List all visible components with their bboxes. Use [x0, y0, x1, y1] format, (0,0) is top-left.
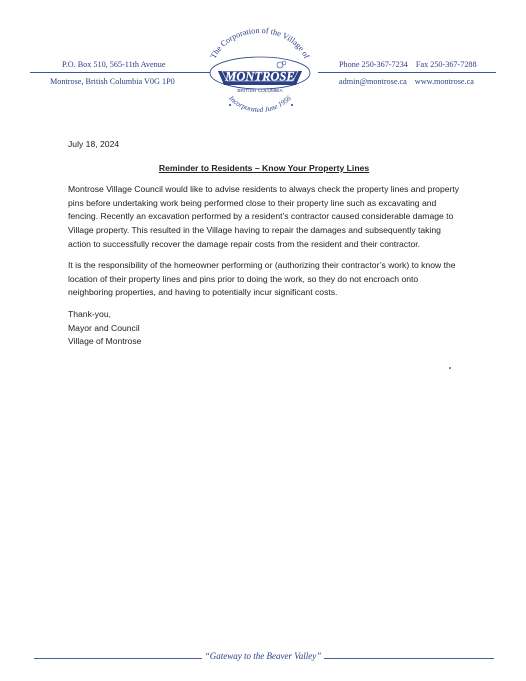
- address-line-2: Montrose, British Columbia V0G 1P0: [50, 77, 175, 87]
- letterhead-address: [50, 60, 208, 87]
- seal-arc-text: The Corporation of the Village of: [208, 27, 312, 61]
- address-line-1: P.O. Box 510, 565-11th Avenue: [62, 60, 166, 69]
- scan-speck: [449, 367, 451, 369]
- email-address: admin@montrose.ca: [339, 77, 407, 87]
- letter-subject: Reminder to Residents – Know Your Property Lines: [158, 162, 370, 173]
- closing-line: Thank-you,: [68, 308, 111, 319]
- svg-text:Incorporated June 1956: [227, 94, 293, 114]
- paragraph-2: It is the responsibility of the homeowner performing or (authorizing their contractor’s work) to know the location of their property lines and pins prior to doing the work, so they do not encroach onto neighboring properties, and having to potentially incur significant costs.: [68, 260, 456, 298]
- signature-block: [68, 308, 460, 349]
- svg-text:The Corporation of the Village: [209, 27, 312, 60]
- letterhead-left-rule: [30, 72, 210, 73]
- website-address: www.montrose.ca: [414, 77, 474, 87]
- letterhead-contact: [339, 61, 489, 86]
- paragraph-1: Montrose Village Council would like to advise residents to always check the property lines and property pins before undertaking work being performed close to their property line such as excavating and fencing. Recently an excavation performed by a resident’s contractor caused considerable damage to Village property. This resulted in the Village having to repair the damages and subsequently taking action to successfully recover the damage repair costs from the resident and their contractor.: [68, 184, 460, 249]
- signer-line-1: Mayor and Council: [68, 322, 140, 333]
- letter-body: [68, 138, 460, 349]
- footer: [34, 648, 494, 668]
- village-seal-logo: [200, 27, 320, 137]
- footer-right-rule: [324, 658, 494, 659]
- phone-number: Phone 250-367-7234: [339, 60, 408, 69]
- fax-number: Fax 250-367-7288: [415, 60, 477, 69]
- seal-incorporated: Incorporated June 1956: [227, 94, 293, 114]
- footer-left-rule: [34, 658, 202, 659]
- signer-line-2: Village of Montrose: [68, 336, 142, 347]
- footer-motto: “Gateway to the Beaver Valley”: [204, 651, 322, 661]
- seal-name: MONTROSE: [225, 69, 295, 84]
- letter-date: July 18, 2024: [68, 139, 120, 149]
- seal-province: BRITISH COLUMBIA: [237, 89, 283, 94]
